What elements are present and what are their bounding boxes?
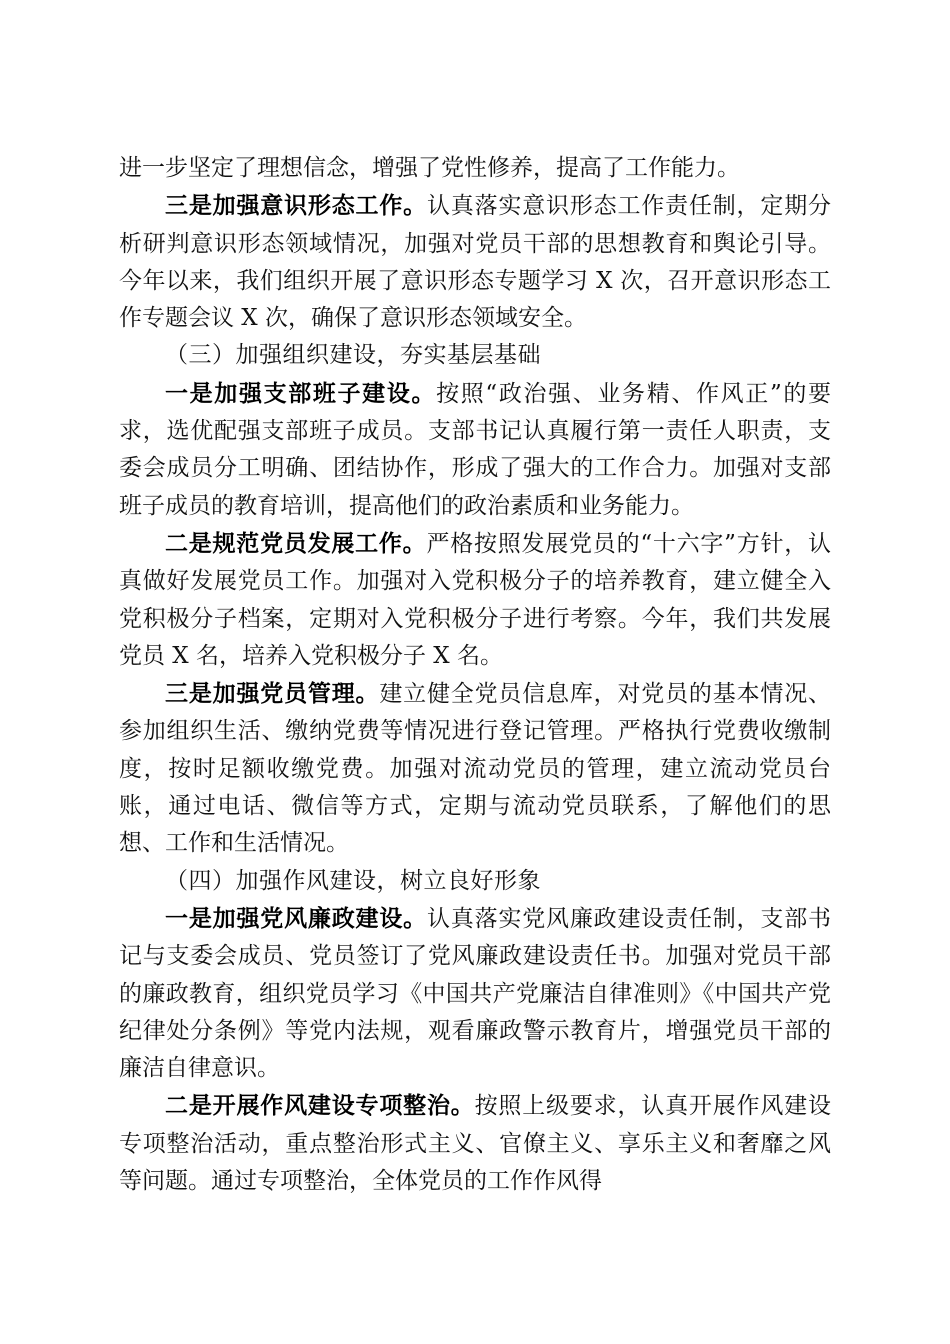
paragraph-text: 认真落实党风廉政建设责任制，支部书记与支委会成员、党员签订了党风廉政建设责任书。加强对党员干部的廉政教育，组织党员学习《中国共产党廉洁自律准则》《中国共产党纪律处分条例》等党内法规，观看廉政警示教育片，增强党员干部的廉洁自律意识。 (119, 905, 832, 1082)
heading-text: （三）加强组织建设，夯实基层基础 (165, 342, 541, 369)
paragraph-text: 建立健全党员信息库，对党员的基本情况、参加组织生活、缴纳党费等情况进行登记管理。严格执行党费收缴制度，按时足额收缴党费。加强对流动党员的管理，建立流动党员台账，通过电话、微信等方式，定期与流动党员联系，了解他们的思想、工作和生活情况。 (119, 681, 832, 857)
paragraph-branch-team (119, 375, 831, 525)
paragraph-lead: 三是加强意识形态工作。 (165, 192, 427, 220)
paragraph-lead: 二是开展作风建设专项整治。 (165, 1092, 475, 1120)
section-heading-organization (119, 337, 831, 374)
paragraph-lead: 二是规范党员发展工作。 (165, 529, 427, 557)
paragraph-member-management (119, 675, 831, 862)
section-heading-style (119, 863, 831, 900)
paragraph-text: 认真落实意识形态工作责任制，定期分析研判意识形态领域情况，加强对党员干部的思想教育和舆论引导。今年以来，我们组织开展了意识形态专题学习 X 次，召开意识形态工作专题会议 X 次，确保了意识形态领域安全。 (119, 193, 832, 332)
paragraph-continuation (119, 150, 831, 187)
paragraph-member-development (119, 525, 831, 675)
paragraph-integrity (119, 900, 831, 1087)
paragraph-lead: 三是加强党员管理。 (165, 680, 380, 708)
paragraph-text: 按照上级要求，认真开展作风建设专项整治活动，重点整治形式主义、官僚主义、享乐主义和奢靡之风等问题。通过专项整治，全体党员的工作作风得 (119, 1093, 832, 1195)
paragraph-ideology-work (119, 187, 831, 337)
heading-text: （四）加强作风建设，树立良好形象 (165, 867, 541, 894)
document-page (119, 150, 831, 1200)
paragraph-lead: 一是加强支部班子建设。 (165, 379, 437, 407)
paragraph-text: 严格按照发展党员的“十六字”方针，认真做好发展党员工作。加强对入党积极分子的培养教育，建立健全入党积极分子档案，定期对入党积极分子进行考察。今年，我们共发展党员 X 名，培养入党积极分子 X 名。 (119, 530, 831, 669)
paragraph-lead: 一是加强党风廉政建设。 (165, 904, 427, 932)
paragraph-text: 进一步坚定了理想信念，增强了党性修养，提高了工作能力。 (119, 155, 740, 181)
paragraph-style-rectification (119, 1087, 831, 1200)
paragraph-text: 按照“政治强、业务精、作风正”的要求，选优配强支部班子成员。支部书记认真履行第一责任人职责，支委会成员分工明确、团结协作，形成了强大的工作合力。加强对支部班子成员的教育培训，提高他们的政治素质和业务能力。 (119, 380, 831, 519)
